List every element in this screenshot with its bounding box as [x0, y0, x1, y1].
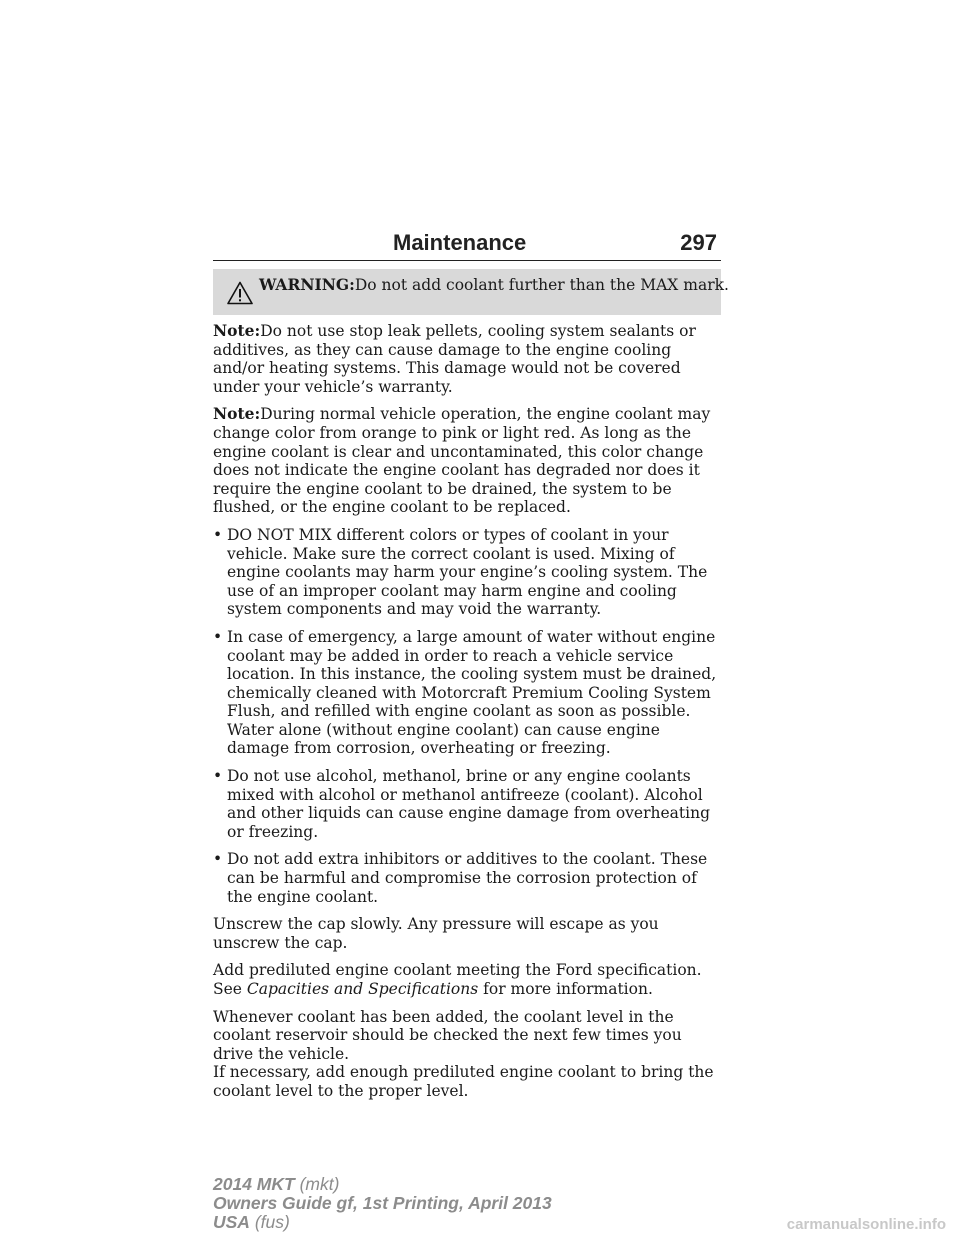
- body-text: Add prediluted engine coolant meeting the Ford specification.: [213, 961, 702, 980]
- page-content: [213, 322, 721, 1110]
- bullet-item: [213, 850, 721, 906]
- footer-line: [213, 1175, 552, 1194]
- body-text: If necessary, add enough prediluted engine coolant to bring the coolant level to the proper level.: [213, 1063, 714, 1100]
- body-paragraph: Unscrew the cap slowly. Any pressure will escape as you unscrew the cap.: [213, 915, 659, 952]
- footer-market: USA: [213, 1212, 250, 1232]
- note-text: Do not use stop leak pellets, cooling system sealants or additives, as they can cause damage to the engine cooling and/or heating systems. This damage would not be covered under your vehicle’s warranty.: [213, 322, 696, 396]
- note-label: Note:: [213, 404, 261, 424]
- bullet-text: Do not add extra inhibitors or additives to the coolant. These can be harmful and compromise the corrosion protection of the engine coolant.: [227, 850, 708, 906]
- note-text: During normal vehicle operation, the engine coolant may change color from orange to pink or light red. As long as the engine coolant is clear and uncontaminated, this color change does not indicate the engine coolant has degraded nor does it require the engine coolant to be drained, the system to be flushed, or the engine coolant to be replaced.: [213, 405, 711, 517]
- warning-label: WARNING:: [259, 275, 355, 294]
- body-text: for more information.: [483, 980, 653, 998]
- page-number: 297: [680, 230, 717, 255]
- bullet-item: [213, 526, 721, 619]
- bullet-marker: •: [213, 627, 223, 646]
- warning-callout: [213, 269, 729, 315]
- footer-line: [213, 1213, 552, 1232]
- site-watermark: carmanualsonline.info: [786, 1216, 946, 1233]
- warning-text: [259, 275, 729, 295]
- cross-reference-link[interactable]: Capacities and Specifications: [246, 980, 479, 998]
- note-label: Note:: [213, 321, 261, 340]
- footer-market-code: (fus): [254, 1212, 290, 1232]
- body-text: Whenever coolant has been added, the coolant level in the coolant reservoir should be checked the next few times you drive the vehicle.: [213, 1007, 682, 1063]
- bullet-text: DO NOT MIX different colors or types of coolant in your vehicle. Make sure the correct coolant is used. Mixing of engine coolants may harm your engine’s cooling system. The use of an improper coolant may harm engine and cooling system components and may void the warranty.: [227, 525, 708, 619]
- body-text: See: [213, 980, 242, 998]
- note-paragraph: [213, 322, 721, 396]
- page-header: [213, 228, 721, 261]
- footer-model: 2014 MKT: [213, 1174, 295, 1194]
- bullet-marker: •: [213, 525, 223, 544]
- print-footer: [213, 1175, 552, 1232]
- bullet-item: [213, 767, 721, 841]
- bullet-text: Do not use alcohol, methanol, brine or any engine coolants mixed with alcohol or methanol antifreeze (coolant). Alcohol and other liquids can cause engine damage from overheating or freezing.: [227, 767, 710, 841]
- note-paragraph: [213, 405, 721, 517]
- body-paragraph: [213, 961, 721, 998]
- bullet-marker: •: [213, 767, 223, 786]
- bullet-marker: •: [213, 850, 223, 869]
- section-title: Maintenance: [393, 230, 527, 255]
- body-paragraph: [213, 1008, 721, 1101]
- bullet-text: In case of emergency, a large amount of water without engine coolant may be added in order to reach a vehicle service location. In this instance, the cooling system must be drained, chemically cleaned with Motorcraft Premium Cooling System Flush, and refilled with engine coolant as soon as possible. Water alone (without engine coolant) can cause engine damage from corrosion, overheating or freezing.: [227, 627, 717, 758]
- footer-line: Owners Guide gf, 1st Printing, April 2013: [213, 1193, 552, 1213]
- bullet-item: [213, 628, 721, 758]
- warning-message: Do not add coolant further than the MAX mark.: [354, 276, 729, 294]
- warning-triangle-icon: [227, 281, 253, 305]
- footer-model-code: (mkt): [299, 1174, 340, 1194]
